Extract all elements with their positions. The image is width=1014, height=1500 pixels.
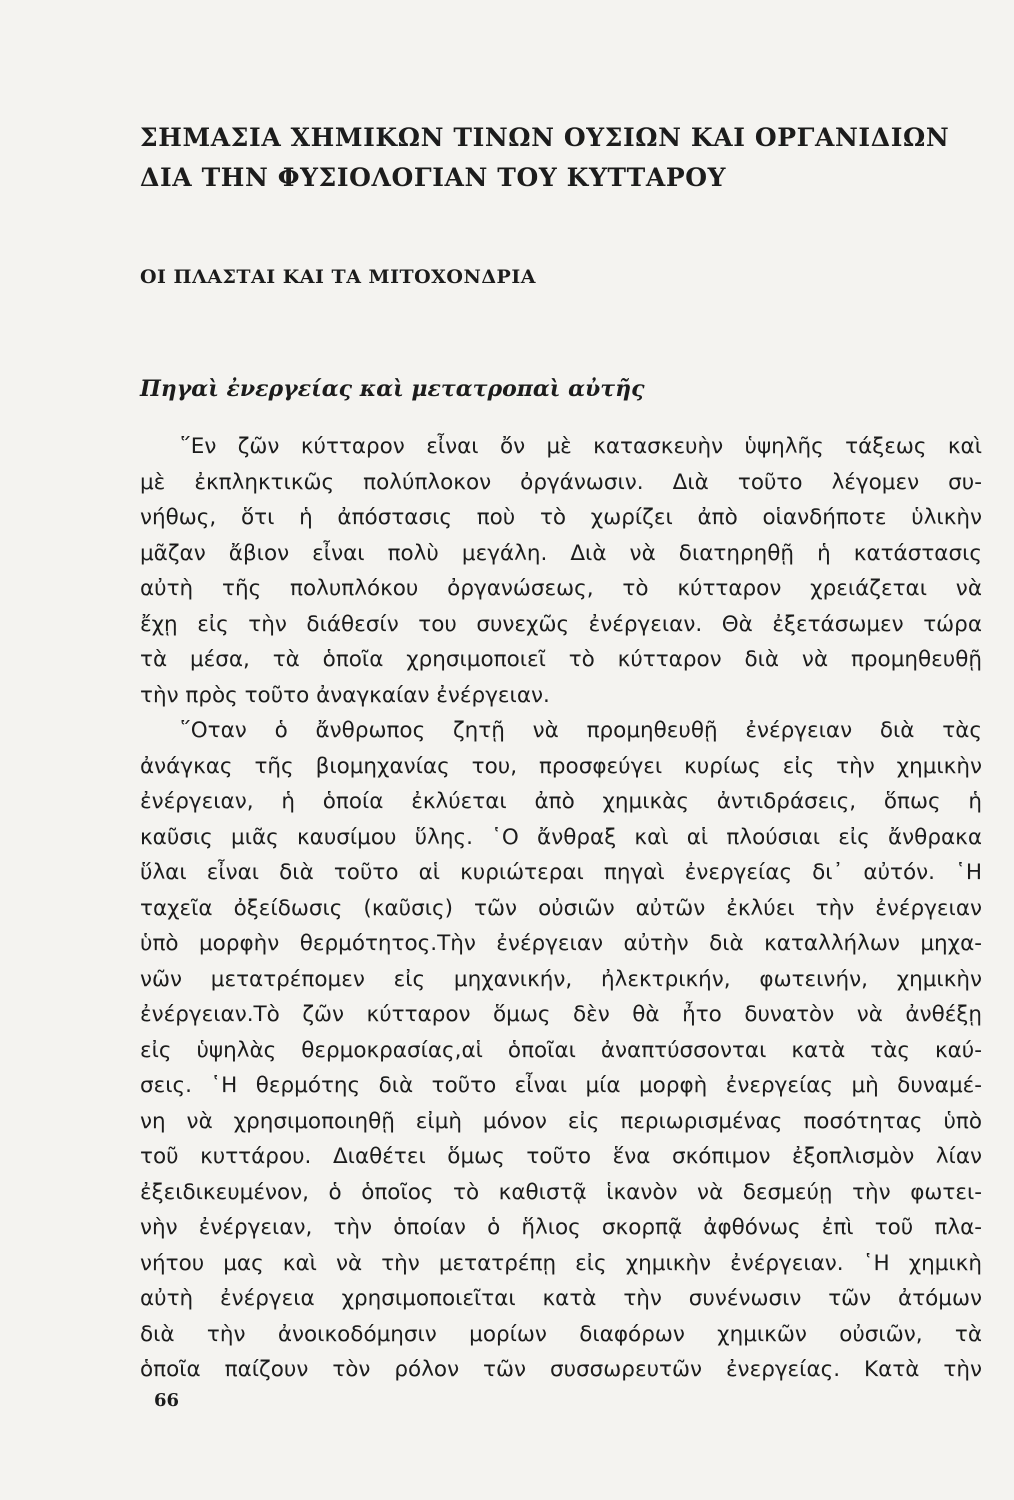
chapter-title-line-2: ΔΙΑ ΤΗΝ ΦΥΣΙΟΛΟΓΙΑΝ ΤΟΥ ΚΥΤΤΑΡΟΥ — [140, 163, 727, 192]
body-line: σεις. ῾Η θερμότης διὰ τοῦτο εἶναι μία μορφὴ ἐνεργείας μὴ δυναμέ- — [140, 1073, 982, 1098]
body-line: τοῦ κυττάρου. Διαθέτει ὅμως τοῦτο ἕνα σκόπιμον ἐξοπλισμὸν λίαν — [140, 1144, 982, 1169]
body-text — [140, 429, 982, 1388]
body-line: μὲ ἐκπληκτικῶς πολύπλοκον ὀργάνωσιν. Διὰ τοῦτο λέγομεν συ- — [140, 469, 982, 495]
chapter-title — [140, 118, 980, 198]
chapter-title-line-1: ΣΗΜΑΣΙΑ ΧΗΜΙΚΩΝ ΤΙΝΩΝ ΟΥΣΙΩΝ ΚΑΙ ΟΡΓΑΝΙΔΙΩΝ — [140, 123, 950, 152]
body-line: νῶν μετατρέπομεν εἰς μηχανικήν, ἠλεκτρικήν, φωτεινήν, χημικὴν — [140, 966, 982, 992]
body-line: εἰς ὑψηλὰς θερμοκρασίας,αἱ ὁποῖαι ἀναπτύσσονται κατὰ τὰς καύ- — [140, 1037, 982, 1063]
body-line: ῞Οταν ὁ ἄνθρωπος ζητῇ νὰ προμηθευθῇ ἐνέργειαν διὰ τὰς — [180, 718, 982, 743]
body-line: ἐξειδικευμένον, ὁ ὁποῖος τὸ καθιστᾷ ἱκανὸν νὰ δεσμεύῃ τὴν φωτει- — [140, 1179, 982, 1205]
section-heading: ΟΙ ΠΛΑΣΤΑΙ ΚΑΙ ΤΑ ΜΙΤΟΧΟΝΔΡΙΑ — [140, 266, 536, 288]
body-line: αὐτὴ τῆς πολυπλόκου ὀργανώσεως, τὸ κύτταρον χρειάζεται νὰ — [140, 576, 982, 601]
body-line: αὐτὴ ἐνέργεια χρησιμοποιεῖται κατὰ τὴν συνένωσιν τῶν ἀτόμων — [140, 1286, 982, 1311]
body-line: ταχεῖα ὀξείδωσις (καῦσις) τῶν οὐσιῶν αὐτῶν ἐκλύει τὴν ἐνέργειαν — [140, 895, 982, 921]
body-line: νήθως, ὅτι ἡ ἀπόστασις ποὺ τὸ χωρίζει ἀπὸ οἱανδήποτε ὑλικὴν — [140, 505, 982, 530]
body-line: ἔχῃ εἰς τὴν διάθεσίν του συνεχῶς ἐνέργειαν. Θὰ ἐξετάσωμεν τώρα — [140, 611, 982, 637]
page-number: 66 — [154, 1390, 180, 1411]
body-line: ῞Εν ζῶν κύτταρον εἶναι ὄν μὲ κατασκευὴν ὑψηλῆς τάξεως καὶ — [180, 434, 982, 459]
body-line: νη νὰ χρησιμοποιηθῇ εἰμὴ μόνον εἰς περιωρισμένας ποσότητας ὑπὸ — [140, 1108, 982, 1134]
subsection-heading: Πηγαὶ ἐνεργείας καὶ μετατροπαὶ αὐτῆς — [140, 376, 645, 402]
body-line: καῦσις μιᾶς καυσίμου ὕλης. ῾Ο ἄνθραξ καὶ αἱ πλούσιαι εἰς ἄνθρακα — [140, 824, 982, 850]
body-line: ὕλαι εἶναι διὰ τοῦτο αἱ κυριώτεραι πηγαὶ ἐνεργείας δι᾽ αὐτόν. ῾Η — [140, 860, 982, 885]
body-line: ἀνάγκας τῆς βιομηχανίας του, προσφεύγει κυρίως εἰς τὴν χημικὴν — [140, 753, 982, 779]
body-line: διὰ τὴν ἀνοικοδόμησιν μορίων διαφόρων χημικῶν οὐσιῶν, τὰ — [140, 1321, 982, 1347]
body-line: τὴν πρὸς τοῦτο ἀναγκαίαν ἐνέργειαν. — [140, 682, 550, 708]
body-line: τὰ μέσα, τὰ ὁποῖα χρησιμοποιεῖ τὸ κύτταρον διὰ νὰ προμηθευθῇ — [140, 647, 982, 672]
body-line: μᾶζαν ἄβιον εἶναι πολὺ μεγάλη. Διὰ νὰ διατηρηθῇ ἡ κατάστασις — [140, 540, 982, 566]
body-line: ἐνέργειαν.Τὸ ζῶν κύτταρον ὅμως δὲν θὰ ἦτο δυνατὸν νὰ ἀνθέξῃ — [140, 1002, 982, 1027]
body-line: νὴν ἐνέργειαν, τὴν ὁποίαν ὁ ἥλιος σκορπᾷ ἀφθόνως ἐπὶ τοῦ πλα- — [140, 1215, 982, 1240]
body-line: ἐνέργειαν, ἡ ὁποία ἐκλύεται ἀπὸ χημικὰς ἀντιδράσεις, ὅπως ἡ — [140, 789, 982, 814]
body-line: ὑπὸ μορφὴν θερμότητος.Τὴν ἐνέργειαν αὐτὴν διὰ καταλλήλων μηχα- — [140, 931, 982, 956]
body-line: ὁποῖα παίζουν τὸν ρόλον τῶν συσσωρευτῶν ἐνεργείας. Κατὰ τὴν — [140, 1357, 982, 1382]
body-line: νήτου μας καὶ νὰ τὴν μετατρέπῃ εἰς χημικὴν ἐνέργειαν. ῾Η χημικὴ — [140, 1250, 982, 1276]
